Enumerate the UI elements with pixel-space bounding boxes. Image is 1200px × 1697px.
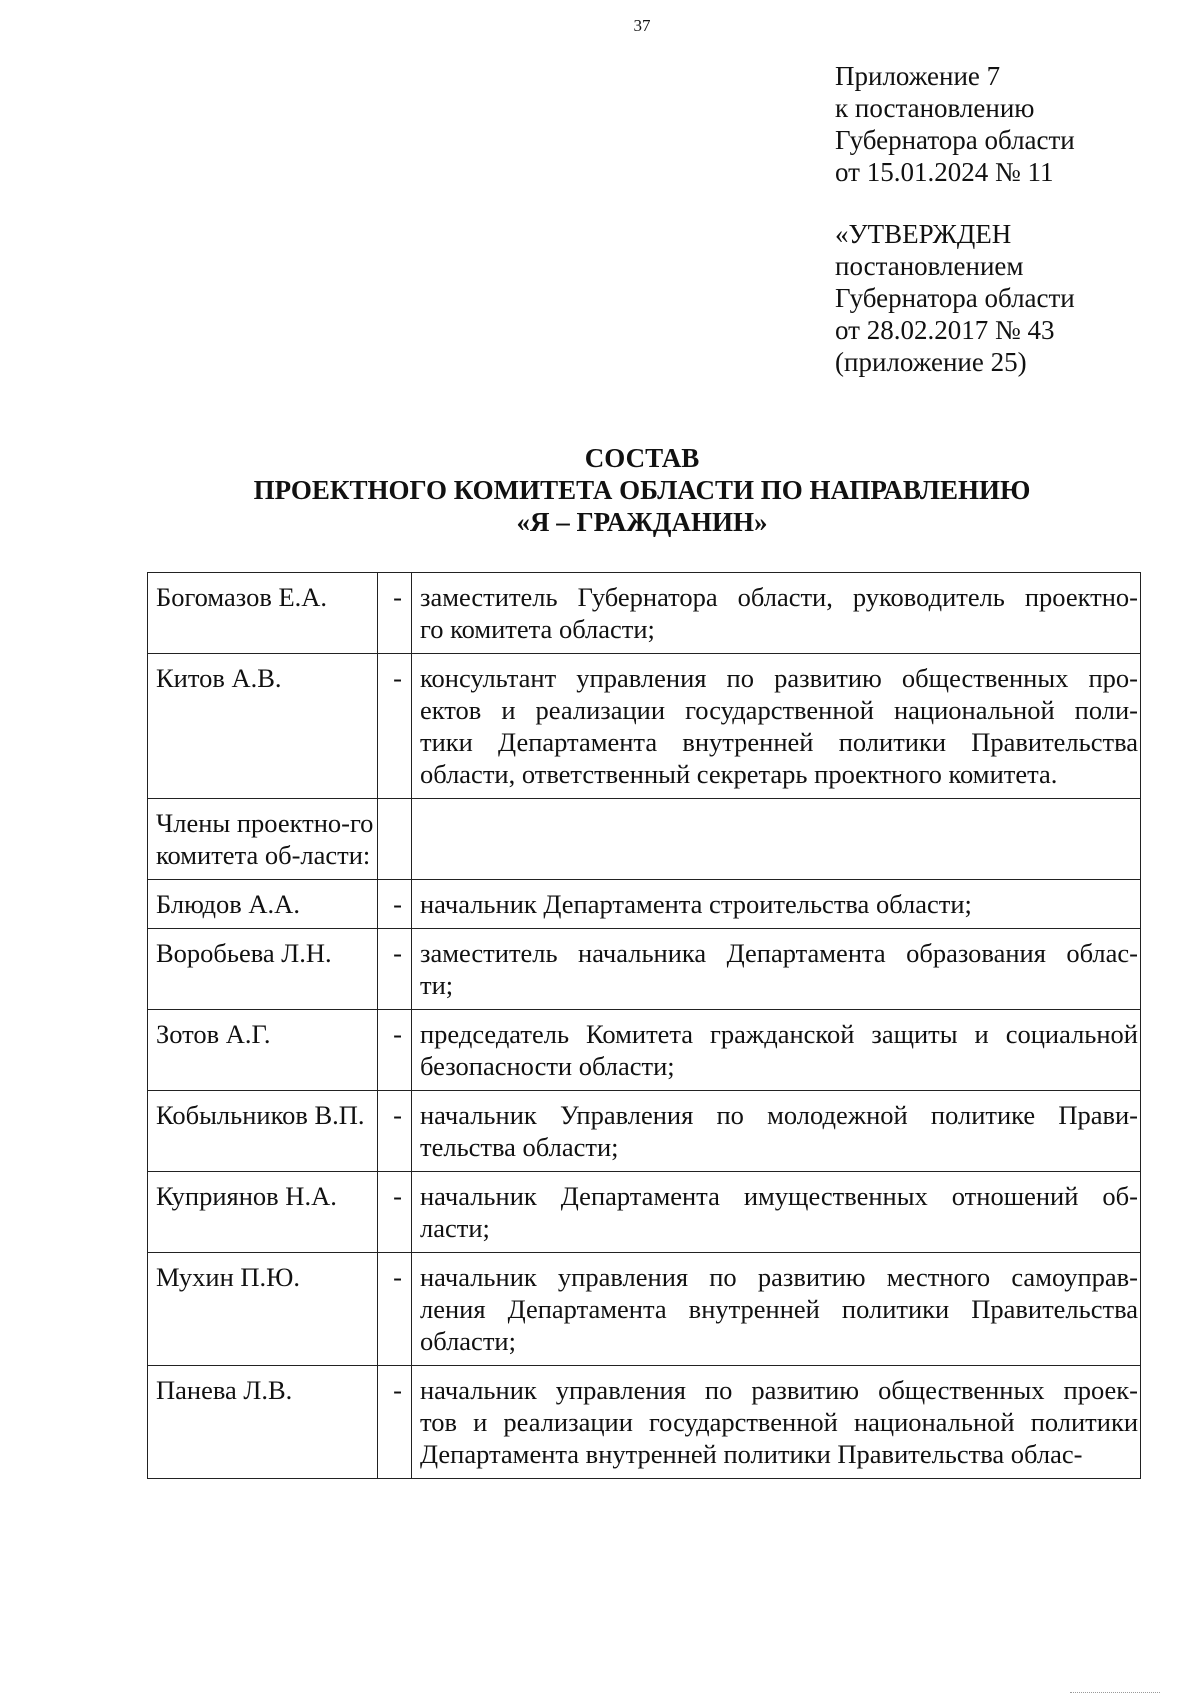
appendix-line: Губернатора области — [835, 125, 1075, 155]
member-name: Мухин П.Ю. — [148, 1253, 378, 1366]
position-line: го комитета области; — [420, 614, 655, 644]
dash-separator: - — [378, 1253, 412, 1366]
member-position — [412, 1172, 1141, 1253]
approved-line: (приложение 25) — [835, 347, 1027, 377]
position-line: начальник управления по развитию местного самоуправ- — [420, 1262, 1138, 1292]
scan-edge-mark — [1070, 1686, 1160, 1693]
dash-separator — [378, 799, 412, 880]
dash-separator: - — [378, 1172, 412, 1253]
position-line: тики Департамента внутренней политики Правительства — [420, 727, 1138, 757]
dash-separator: - — [378, 1010, 412, 1091]
dash-separator: - — [378, 929, 412, 1010]
position-line: заместитель Губернатора области, руководитель проектно- — [420, 582, 1138, 612]
appendix-line: от 15.01.2024 № 11 — [835, 157, 1054, 187]
position-line: начальник Управления по молодежной политике Прави- — [420, 1100, 1138, 1130]
member-name: Богомазов Е.А. — [148, 573, 378, 654]
member-position — [412, 799, 1141, 880]
title-line: ПРОЕКТНОГО КОМИТЕТА ОБЛАСТИ ПО НАПРАВЛЕНИЮ — [253, 475, 1031, 505]
position-line: Департамента внутренней политики Правительства облас- — [420, 1439, 1083, 1469]
member-position — [412, 1366, 1141, 1479]
member-name: Панева Л.В. — [148, 1366, 378, 1479]
position-line: безопасности области; — [420, 1051, 675, 1081]
table-row — [148, 1366, 1141, 1479]
member-position — [412, 880, 1141, 929]
member-position — [412, 573, 1141, 654]
member-name: Члены проектно-го комитета об-ласти: — [148, 799, 378, 880]
title-line: СОСТАВ — [584, 443, 700, 473]
appendix-reference — [835, 60, 1075, 188]
table-row — [148, 654, 1141, 799]
table-row — [148, 880, 1141, 929]
position-line: консультант управления по развитию общественных про- — [420, 663, 1138, 693]
member-name: Куприянов Н.А. — [148, 1172, 378, 1253]
position-line: начальник Департамента имущественных отношений об- — [420, 1181, 1138, 1211]
dash-separator: - — [378, 654, 412, 799]
dash-separator: - — [378, 1091, 412, 1172]
member-name: Кобыльников В.П. — [148, 1091, 378, 1172]
position-line: тельства области; — [420, 1132, 619, 1162]
position-line: ласти; — [420, 1213, 490, 1243]
member-position — [412, 1010, 1141, 1091]
dash-separator: - — [378, 573, 412, 654]
approved-line: «УТВЕРЖДЕН — [835, 219, 1012, 249]
table-row — [148, 573, 1141, 654]
position-line: ектов и реализации государственной национальной поли- — [420, 695, 1138, 725]
table-row — [148, 929, 1141, 1010]
approved-reference — [835, 218, 1075, 378]
position-line: начальник управления по развитию общественных проек- — [420, 1375, 1138, 1405]
member-name: Зотов А.Г. — [148, 1010, 378, 1091]
table-row — [148, 1172, 1141, 1253]
committee-composition-table — [147, 572, 1141, 1479]
appendix-line: к постановлению — [835, 93, 1035, 123]
member-name: Блюдов А.А. — [148, 880, 378, 929]
member-name: Воробьева Л.Н. — [148, 929, 378, 1010]
dash-separator: - — [378, 1366, 412, 1479]
page-number: 37 — [633, 16, 651, 35]
position-line: ления Департамента внутренней политики Правительства — [420, 1294, 1138, 1324]
position-line: председатель Комитета гражданской защиты и социальной — [420, 1019, 1138, 1049]
member-position — [412, 654, 1141, 799]
dash-separator: - — [378, 880, 412, 929]
table-row — [148, 1091, 1141, 1172]
approved-line: от 28.02.2017 № 43 — [835, 315, 1055, 345]
appendix-line: Приложение 7 — [835, 61, 1001, 91]
position-line: области, ответственный секретарь проектного комитета. — [420, 759, 1058, 789]
position-line: начальник Департамента строительства области; — [420, 889, 972, 919]
member-position — [412, 929, 1141, 1010]
position-line: тов и реализации государственной национальной политики — [420, 1407, 1138, 1437]
position-line: ти; — [420, 970, 454, 1000]
approved-line: постановлением — [835, 251, 1024, 281]
position-line: области; — [420, 1326, 516, 1356]
member-position — [412, 1091, 1141, 1172]
approved-line: Губернатора области — [835, 283, 1075, 313]
position-line: заместитель начальника Департамента образования облас- — [420, 938, 1138, 968]
table-row — [148, 1253, 1141, 1366]
document-title — [0, 442, 1200, 538]
title-line: «Я – ГРАЖДАНИН» — [516, 507, 768, 537]
table-row — [148, 1010, 1141, 1091]
member-name: Китов А.В. — [148, 654, 378, 799]
member-position — [412, 1253, 1141, 1366]
committee-table-body — [148, 573, 1141, 1479]
table-row — [148, 799, 1141, 880]
